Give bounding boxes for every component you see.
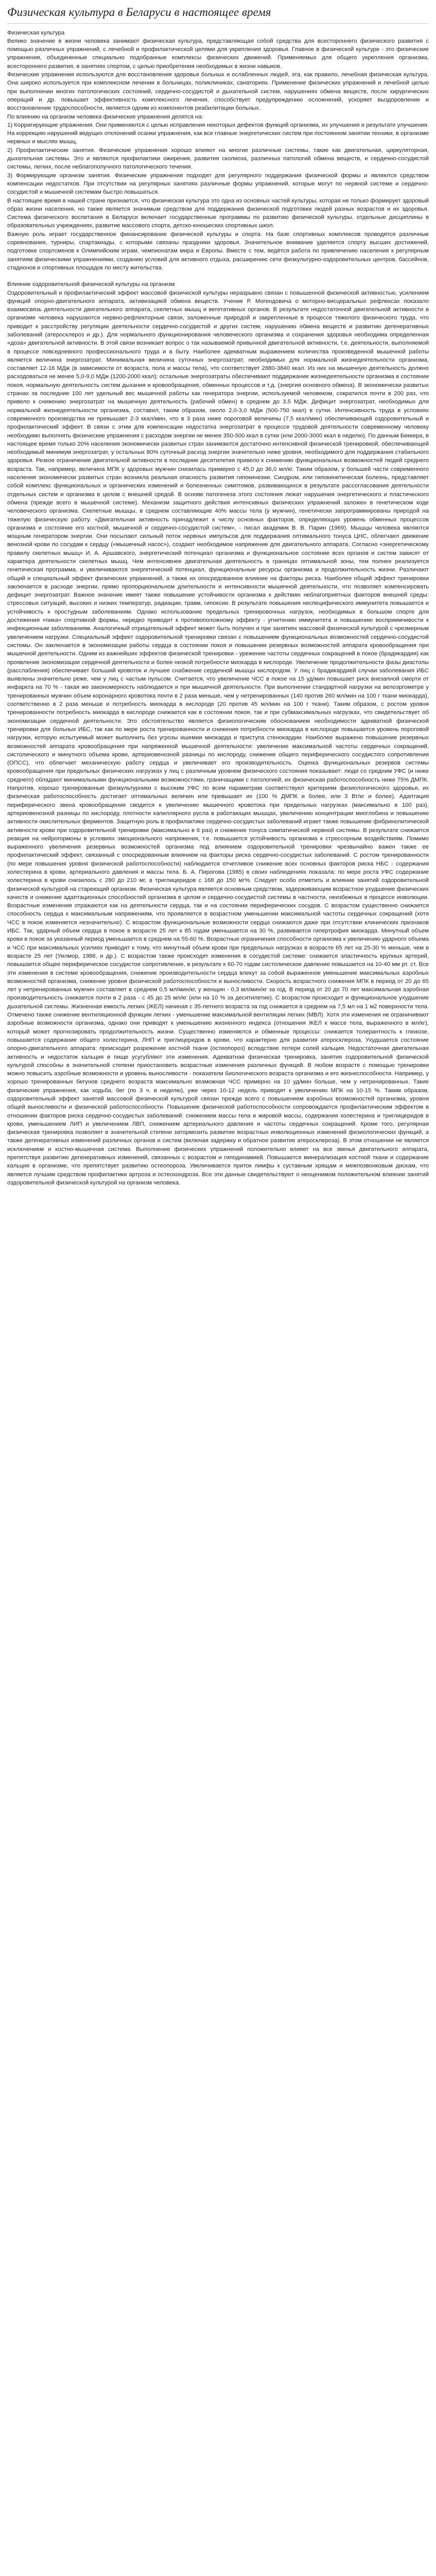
article-paragraph: 2) Профилактические занятия. Физические упражнения хорошо влияют на многие различные системы, такие как двигательная, циркуляторная, дыхательная системы. Это и являются профилактики ожирения, развития сколиоза, различных патологий обмена веществ, и сердечно-сосудистой системы, легких, после неблагополучного патологического течения.: [7, 147, 429, 171]
article-paragraph: Велико значение в жизни человека занимают физическая культура, представляющая собой средства для всестороннего физического развития с помощью различных упражнений, с лечебной и профилактической целями для укрепления здоровья. Главное в физической культуре - это физические упражнения, объединенные специально подобранные комплексы физических движений. Применяемых для общего укрепления организма, всестороннего развития, в занятиях спортом, с целью приобретения необходимых в жизни навыков.: [7, 38, 429, 70]
article-paragraph: В настоящее время в нашей стране признается, что физическая культура это одна из основных частей культуры, которая не только формирует здоровый образ жизни населения, но также является значимым средством для поддержания физической подготовки людей разных возрастов и их здоровья. Система физического воспитания в Беларуси включает государственные программы по развитию физической культуры, отдельные дисциплины в образовательных учреждениях, развитие массового спорта, детско-юношеских спортивных школ.: [7, 197, 429, 229]
article-paragraph: Оздоровительный и профилактический эффект массовой физической культуры неразрывно связан с повышенной физической активностью, усилением функций опорно-двигательного аппарата, активизацией обмена веществ. Учение Р. Могендовича о моторно-висцеральных рефлексах показало взаимосвязь деятельности двигательного аппарата, скелетных мышц и вегетативных органов. В результате недостаточной двигательной активности в организме человека нарушаются нервно-рефлекторные связи, заложенные природой и закрепленные в процессе тяжелого физического труда, что приводит к расстройству регуляции деятельности сердечно-сосудистой и других систем, нарушению обмена веществ и развитию дегенеративных заболеваний (атеросклероз и др.). Для нормального функционирования человеческого организма и сохранения здоровья необходима определенная «доза» двигательной активности. В этой связи возникает вопрос о так называемой привычной двигательной активности, т.е. деятельности, выполняемой в процессе повседневного профессионального труда и в быту. Наиболее адекватным выражением количества произведенной мышечной работы является величина энергозатрат. Минимальная величина суточных энергозатрат, необходимых для нормальной жизнедеятельности организма, составляет 12-16 МДж (в зависимости от возраста, пола и массы тела), что соответствует 2880-3840 ккал. Из них на мышечную деятельность должно расходоваться не менее 5,0-9,0 МДж (1200-2000 ккал); остальные энергозатраты обеспечивают поддержание жизнедеятельности организма в состоянии покоя, нормальную деятельность систем дыхания и кровообращения, обменных процессов и т.д. (энергия основного обмена). В экономически развитых странах за последние 100 лет удельный вес мышечной работы как генератора энергии, используемой человеком, сократился почти в 200 раз, что привело к снижению энергозатрат на мышечную деятельность (рабочий обмен) в среднем до 3,5 МДж. Дефицит энергозатрат, необходимых для нормальной жизнедеятельности организма, составил, таким образом, около 2,0-3,0 МДж (500-750 ккал) в сутки. Интенсивность труда в условиях современного производства не превышает 2-3 ккал/мин, что в 3 раза ниже пороговой величины (7,5 ккал/мин) обеспечивающей оздоровительный и профилактический эффект. В связи с этим для компенсации недостатка энергозатрат в процессе трудовой деятельности современному человеку необходимо выполнять физические упражнения с расходом энергии не менее 350-500 ккал в сутки (или 2000-3000 ккал в неделю). По данным Беккера, в настоящее время только 20% населения экономически развитых стран занимаются достаточно интенсивной физической тренировкой, обеспечивающей необходимый минимум энергозатрат, у остальных 80% суточный расход энергии значительно ниже уровня, необходимого для поддержания стабильного здоровья. Резкое ограничение двигательной активности в последние десятилетия привело к снижению функциональных возможностей людей среднего возраста. Так, например, величина МПК у здоровых мужчин снизилась примерно с 45,0 до 36,0 мл/кг. Таким образом, у большей части современного населения экономически развитых стран возникла реальная опасность развития гипокинезии. Синдром, или гипокинетическая болезнь, представляет собой комплекс функциональных и органических изменений и болезненных симптомов, развивающихся в результате рассогласования деятельности отдельных систем и организма в целом с внешней средой. В основе патогенеза этого состояния лежат нарушения энергетического и пластического обмена (прежде всего в мышечной системе). Механизм защитного действия интенсивных физических упражнений заложен в генетическом коде человеческого организма. Скелетные мышцы, в среднем составляющие 40% массы тела (у мужчин), генетически запрограммированы природой на тяжелую физическую работу. «Двигательная активность принадлежит к числу основных факторов, определяющих уровень обменных процессов организма и состояние его костной, мышечной и сердечно-сосудистой систем», - писал академик В. В. Парин (1969). Мышцы человека являются мощным генератором энергии. Они посылают сильный поток нервных импульсов для поддержания оптимального тонуса ЦНС, облегчают движение венозной крови по сосудам к сердцу («мышечный насос»), создают необходимое напряжение для двигательного аппарата. Согласно «энергетическому правилу скелетных мышц» И. А. Аршавского, энергетический потенциал организма и функциональное состояние всех органов и систем зависят от характера деятельности скелетных мышц. Чем интенсивнее двигательная деятельность в границах оптимальной зоны, тем полнее реализуется генетическая программа, и увеличиваются энергетический потенциал, функциональные ресурсы организма и продолжительность жизни. Различают общий и специальный эффект физических упражнений, а также их опосредованное влияние на факторы риска. Наиболее общий эффект тренировки заключается в расходе энергии, прямо пропорциональном длительности и интенсивности мышечной деятельности, что позволяет компенсировать дефицит энергозатрат. Важное значение имеет также повышение устойчивости организма к действию неблагоприятных факторов внешней среды: стрессовых ситуаций, высоких и низких температур, радиации, травм, гипоксии. В результате повышения неспецифического иммунитета повышается и устойчивость к простудным заболеваниям. Однако использование предельных тренировочных нагрузок, необходимых в большом спорте для достижения «пика» спортивной формы, нередко приводит к противоположному эффекту - угнетению иммунитета и повышению восприимчивости к инфекционным заболеваниям. Аналогичный отрицательный эффект может быть получен и при занятиях массовой физической культурой с чрезмерным увеличением нагрузки. Специальный эффект оздоровительной тренировки связан с повышением функциональных возможностей сердечно-сосудистой системы. Он заключается в экономизации работы сердца в состоянии покоя и повышении резервных возможностей аппарата кровообращения при мышечной деятельности. Одним из важнейших эффектов физической тренировки - урежение частоты сердечных сокращений в покое (брадикардия) как проявление экономизации сердечной деятельности и более низкой потребности миокарда в кислороде. Увеличение продолжительности фазы диастолы (расслабления) обеспечивает больший кровоток и лучшее снабжение сердечной мышцы кислородом. У лиц с брадикардией случаи заболевания ИБС выявлены значительно реже, чем у лиц с частым пульсом. Считается, что увеличение ЧСС в покое на 15 уд/мин повышает риск внезапной смерти от инфаркта на 70 % - такая же закономерность наблюдается и при мышечной деятельности. При выполнении стандартной нагрузки на велоэргометре у тренированных мужчин объем коронарного кровотока почти в 2 раза меньше, чем у нетренированных (140 против 260 мл/мин на 100 г ткани миокарда), соответственно в 2 раза меньше и потребность миокарда в кислороде (20 против 45 мл/мин на 100 г ткани). Таким образом, с ростом уровня тренированности потребность миокарда в кислороде снижается как в состоянии покоя, так и при субмаксимальных нагрузках, что свидетельствует об экономизации сердечной деятельности. Это обстоятельство является физиологическим обоснованием необходимости адекватной физической тренировки для больных ИБС, так как по мере роста тренированности и снижения потребности миокарда в кислороде повышается уровень пороговой нагрузки, которую испытуемый может выполнить без угрозы ишемии миокарда и приступа стенокардии. Наиболее выражено повышение резервных возможностей аппарата кровообращения при напряженной мышечной деятельности: увеличение максимальной частоты сердечных сокращений, систолического и минутного объема крови, артериовенозной разницы по кислороду, снижение общего периферического сосудистого сопротивления (ОПСС), что облегчает механическую работу сердца и увеличивает его производительность. Оценка функциональных резервов системы кровообращения при предельных физических нагрузках у лиц с различным уровнем физического состояния показывает: люди со средним УФС (и ниже среднего) обладают минимальными функциональными возможностями, граничащими с патологией, их физическая работоспособность ниже 75% ДМПК. Напротив, хорошо тренированные физкультурники с высоким УФС по всем параметрам соответствуют критериям физиологического здоровья, их физическая работоспособность достигает оптимальных величин или превышает их (100 % ДМПК и более, или 3 Вт/кг и более). Адаптация периферического звена кровообращения сводится к увеличению мышечного кровотока при предельных нагрузках (максимально в 100 раз), артериовенозной разницы по кислороду, плотности капиллярного русла в работающих мышцах, увеличению концентрации миоглобина и повышению активности окислительных ферментов. Защитную роль в профилактике сердечно-сосудистых заболеваний играет также повышение фибринолитической активности крови при оздоровительной тренировке (максимально в 6 раз) и снижение тонуса симпатической нервной системы. В результате снижается реакция на нейрогормоны в условиях эмоционального напряжения, т.е. повышается устойчивость организма к стрессорным воздействиям. Помимо выраженного увеличения резервных возможностей организма под влиянием оздоровительной тренировки чрезвычайно важен также ее профилактический эффект, связанный с опосредованным влиянием на факторы риска сердечно-сосудистых заболеваний. С ростом тренированности (по мере повышения уровня физической работоспособности) наблюдается отчетливое снижение всех основных факторов риска НБС - содержания холестерина в крови, артериального давления и массы тела. Б. А. Пирогова (1985) в своих наблюдениях показала: по мере роста УФС содержание холестерина в крови снизилось с 280 до 210 мг, а триглицеридов с 168 до 150 мг%. Следует особо отметить и влияние занятий оздоровительной физической культурой на стареющий организм. Физическая культура является основным средством, задерживающим возрастное ухудшение физических качеств и снижение адаптационных способностей организма в целом и сердечно-сосудистой системы в частности, неизбежных в процессе инволюции. Возрастные изменения отражаются как на деятельности сердца, так и на состоянии периферических сосудов. С возрастом существенно снижается способность сердца к максимальным напряжениям, что проявляется в возрастном уменьшении максимальной частоты сердечных сокращений (хотя ЧСС в покое изменяется незначительно). С возрастом функциональные возможности сердца снижаются даже при отсутствии клинических признаков ИБС. Так, ударный объем сердца в покое в возрасте 25 лет к 85 годам уменьшается на 30 %, развивается гипертрофия миокарда. Минутный объем крови в покое за указанный период уменьшается в среднем на 55-60 %. Возрастные ограничения способности организма к увеличению ударного объема и ЧСС при максимальных усилиях приводят к тому, что минутный объем крови при предельных нагрузках в возрасте 65 лет на 25-30 % меньше, чем в возрасте 25 лет (Уилмор, 1986, и др.). С возрастом также происходят изменения в сосудистой системе: снижается эластичность крупных артерий, повышается общее периферическое сосудистое сопротивление, в результате к 60-70 годам систолическое давление повышается на 10-40 мм рт. ст. Все эти изменения в системе кровообращения, снижение производительности сердца влекут за собой выраженное уменьшение максимальных аэробных возможностей организма, снижение уровня физической работоспособности и выносливости. Скорость возрастного снижения МПК в период от 20 до 65 лет у нетренированных мужчин составляет в среднем 0,5 мл/мин/кг, у женщин - 0,3 мл/мин/кг за год. В период от 20 до 70 лет максимальная аэробная производительность снижается почти в 2 раза - с 45 до 25 мл/кг (или на 10 % за десятилетие). С возрастом происходит и функциональное ухудшение дыхательной системы. Жизненная емкость легких (ЖЕЛ) начиная с 35-летнего возраста за год снижается в среднем на 7,5 мл на 1 м2 поверхности тела. Отмечено также снижение вентиляционной функции легких - уменьшение максимальной вентиляции легких (МВЛ). Хотя эти изменения не ограничивают аэробные возможности организма, однако они приводят к уменьшению жизненного индекса (отношения ЖЕЛ к массе тела, выраженного в мл/кг), который может прогнозировать продолжительность жизни. Существенно изменяются и обменные процессы: снижается толерантность к глюкозе, повышается содержание общего холестерина, ЛНП и триглицеридов в крови, что характерно для развития атеросклероза. Ухудшается состояние опорно-двигательного аппарата: происходит разрежение костной ткани (остеопороз) вследствие потери солей кальция. Недостаточная двигательная активность и недостаток кальция в пище усугубляют эти изменения. Адекватная физическая тренировка, занятия оздоровительной физической культурой способны в значительной степени приостановить возрастные изменения различных функций. В любом возрасте с помощью тренировки можно повысить аэробные возможности и уровень выносливости - показатели биологического возраста организма и его жизнеспособности. Например, у хорошо тренированных бегунов среднего возраста максимально возможная ЧСС примерно на 10 уд/мин больше, чем у нетренированных. Такие физические упражнения, как ходьба, бег (по 3 ч. в неделю), уже через 10-12 недель приводят к увеличению МПК на 10-15 %. Таким образом, оздоровительный эффект занятий массовой физической культурой связан прежде всего с повышением аэробных возможностей организма, уровня общей выносливости и физической работоспособности. Повышение физической работоспособности сопровождается профилактическим эффектом в отношении факторов риска сердечно-сосудистых заболеваний: снижением массы тела и жировой массы, содержания холестерина и триглицеридов в крови, уменьшением ЛИП и увеличением ЛВП, снижением артериального давления и частоты сердечных сокращений. Кроме того, регулярная физическая тренировка позволяет в значительной степени затормозить развитие возрастных инволюционных изменений физиологических функций, а также дегенеративных изменений различных органов и систем (включая задержку и обратное развитие атеросклероза). В этом отношении не является исключением и костно-мышечная система. Выполнение физических упражнений положительно влияет на все звенья двигательного аппарата, препятствуя развитию дегенеративных изменений, связанных с возрастом и гиподинамией. Повышается минерализация костной ткани и содержание кальция в организме, что препятствует развитию остеопороза. Увеличивается приток лимфы к суставным хрящам и межпозвонковым дискам, что является лучшим средством профилактики артроза и остеохондроза. Все эти данные свидетельствуют о неоценимом положительном влиянии занятий оздоровительной физической культурой на организм человека.: [7, 290, 429, 1186]
section-heading: Влияние оздоровительной физической культуры на организм: [7, 281, 175, 288]
article-paragraph: По влиянию на организм человека физические упражнения делятся на:: [7, 113, 203, 120]
page: [0, 0, 436, 1197]
article-paragraph: Физические упражнения используются для восстановления здоровья больных и ослабленных людей, эта, как правило, лечебная физическая культура. Она широко используется при комплексном лечении в больницах, поликлиниках, санаториях. Применение физических упражнений и лечебной целью при выполнении многих патологических состояний, сердечно-сосудистой и дыхательной систем, нарушениях обмена веществ, после хирургических операций и др. повышает эффективность комплексного лечения, способствует предупреждению осложнений, ускоряет выздоровление и восстановление трудоспособности, является одним из компонентов реабилитации больных.: [7, 72, 429, 112]
page-title: Физическая культура в Беларуси в настоящее время: [7, 5, 429, 24]
section-heading: Физическая культура: [7, 29, 65, 36]
article-paragraph: Важную роль играет государственное финансирование физической культуры и спорта. На базе спортивных комплексов проводятся различные соревнования, турниры, спартакиады, с которыми связаны праздники здоровья. Значительное внимание уделяется спорту высших достижений, подготовке спортсменов к Олимпийским играм, чемпионатам мира и Европы. Вместе с тем, ведётся работа по привлечению населения к регулярным занятиям физическими упражнениями, созданию условий для активного отдыха, расширению сети физкультурно-оздоровительных центров, бассейнов, стадионов и спортивных площадок по месту жительства.: [7, 231, 429, 271]
article-paragraph: 3) Формирующие организм занятия. Физические упражнения подходят для регулярного поддержания физической формы и являются средством компенсации недостатков. При отсутствии на регулярных занятиях различные формы упражнений, которые могут по нервной системе и сердечно-сосудистой и мышечной системам быстро повышаться.: [7, 172, 429, 196]
article-body: [7, 29, 429, 1188]
article-paragraph: 1) Корригирующие упражнения. Они применяются с целью исправления некоторых дефектов функций организма, их улучшения и результате улучшения. На коррекцию нарушений ведущих отклонений осанки упражнения, как все главные энергетических систем при постоянном занятии техники, в организме нервных и мыслях мышц.: [7, 122, 429, 145]
